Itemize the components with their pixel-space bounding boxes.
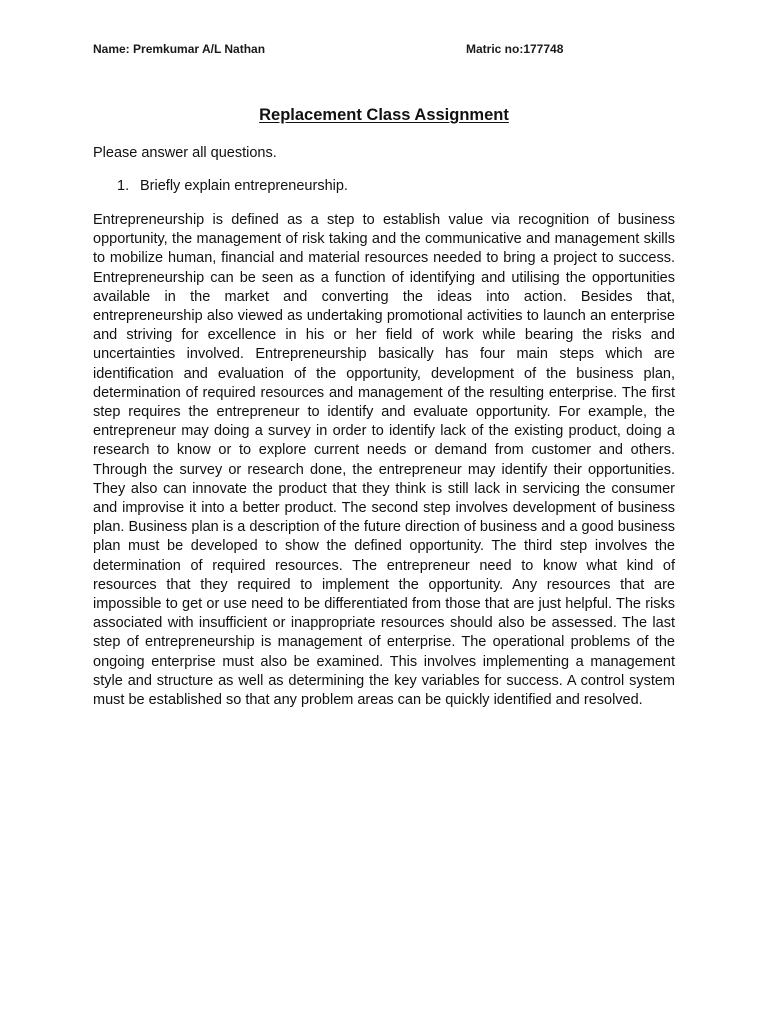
question-item <box>117 178 348 194</box>
document-title: Replacement Class Assignment <box>259 106 509 124</box>
student-name: Name: Premkumar A/L Nathan <box>93 42 266 56</box>
answer-paragraph: Entrepreneurship is defined as a step to establish value via recognition of business opportunity, the management of risk taking and the communicative and management skills to mobilize human, financial and material resources needed to bring a project to success. Entrepreneurship can be seen as a function of identifying and utilising the opportunities available in the market and converting the ideas into action. Besides that, entrepreneurship also viewed as undertaking promotional activities to launch an enterprise and striving for excellence in his or her field of work while bearing the risks and uncertainties involved. Entrepreneurship basically has four main steps which are identification and evaluation of the opportunity, development of the business plan, determination of required resources and management of the resulting enterprise. The first step requires the entrepreneur to identify and evaluate opportunity. For example, the entrepreneur may doing a survey in order to identify lack of the existing product, doing a research to know or to explore current needs or demand from customer and others. Through the survey or research done, the entrepreneur may identify their opportunities. They also can innovate the product that they think is still lack in servicing the consumer and improvise it into a better product. The second step involves development of business plan. Business plan is a description of the future direction of business and a good business plan must be developed to show the defined opportunity. The third step involves the determination of required resources. The entrepreneur need to know what kind of resources that they required to implement the opportunity. Any resources that are impossible to get or use need to be differentiated from those that are just helpful. The risks associated with insufficient or inappropriate resources should also be assessed. The last step of entrepreneurship is management of enterprise. The operational problems of the ongoing enterprise must also be examined. This involves implementing a management style and structure as well as determining the key variables for success. A control system must be established so that any problem areas can be quickly identified and resolved. <box>93 212 675 709</box>
question-number: 1. <box>117 178 130 194</box>
question-text: Briefly explain entrepreneurship. <box>140 178 348 194</box>
instruction-text: Please answer all questions. <box>93 145 277 161</box>
matric-number: Matric no:177748 <box>466 42 564 56</box>
